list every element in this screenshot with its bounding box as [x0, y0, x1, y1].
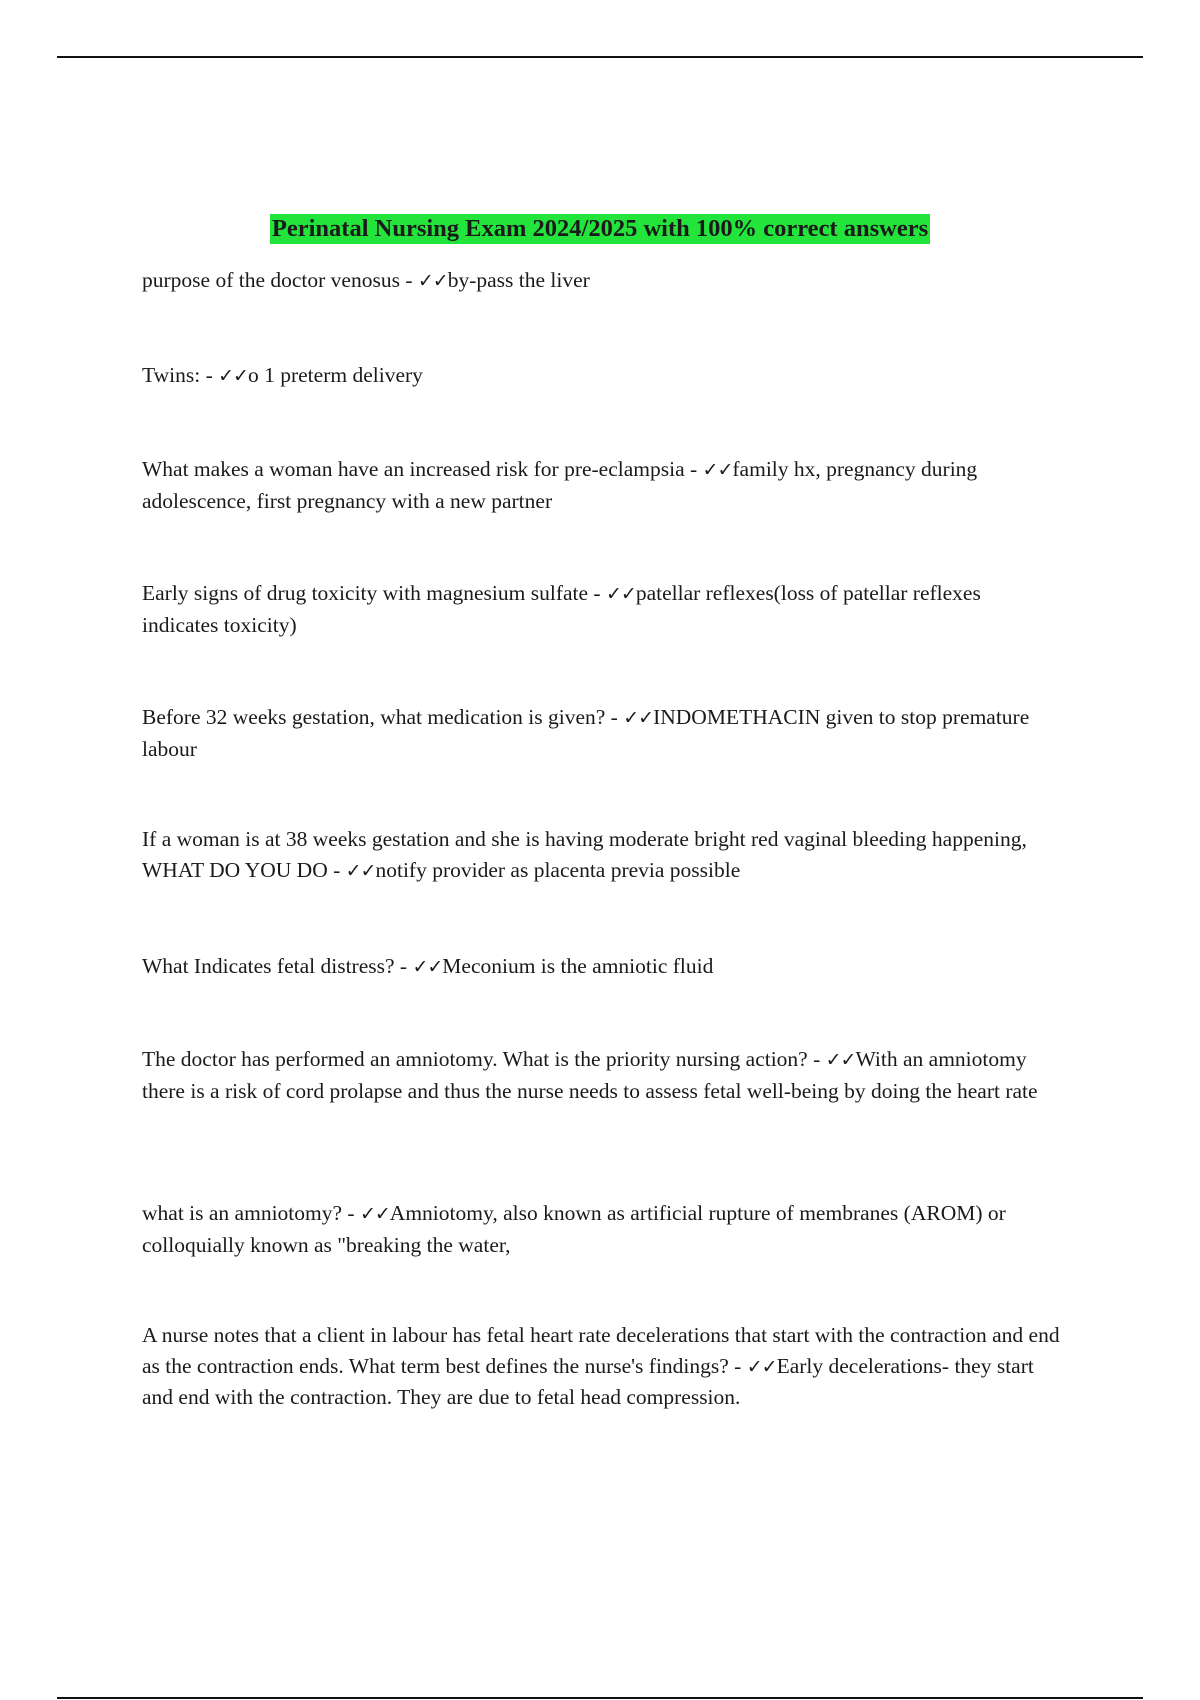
question-text: Twins: -: [142, 363, 219, 387]
qa-item: [142, 454, 1062, 516]
double-check-icon: ✓✓: [746, 1355, 777, 1378]
double-check-icon: ✓✓: [702, 459, 733, 481]
double-check-icon: ✓✓: [218, 365, 248, 387]
qa-item: [142, 1044, 1062, 1106]
top-rule: [57, 56, 1143, 58]
answer-text: o 1 preterm delivery: [247, 363, 423, 387]
question-text: What Indicates fetal distress? -: [142, 954, 413, 978]
answer-text: by-pass the liver: [447, 268, 590, 292]
double-check-icon: ✓✓: [359, 1203, 390, 1225]
double-check-icon: ✓✓: [412, 956, 443, 978]
double-check-icon: ✓✓: [825, 1049, 856, 1071]
question-text: What makes a woman have an increased risk for pre-eclampsia -: [142, 457, 703, 481]
answer-text: patellar reflexes(loss of patellar reflexes indicates toxicity): [142, 581, 981, 637]
answer-text: Amniotomy, also known as artificial rupture of membranes (AROM) or colloquially known as "breaking the water,: [142, 1201, 1006, 1257]
title-container: [0, 214, 1200, 244]
question-text: If a woman is at 38 weeks gestation and she is having moderate bright red vaginal bleeding happening, WHAT DO YOU DO -: [142, 827, 1027, 882]
qa-item: [142, 1320, 1062, 1413]
qa-item: [142, 824, 1062, 886]
answer-text: family hx, pregnancy during adolescence, first pregnancy with a new partner: [142, 457, 978, 513]
qa-item: [142, 578, 1062, 640]
answer-text: notify provider as placenta previa possible: [375, 857, 741, 882]
question-text: purpose of the doctor venosus -: [142, 268, 418, 292]
question-text: Early signs of drug toxicity with magnesium sulfate -: [142, 581, 606, 605]
answer-text: Early decelerations- they start and end with the contraction. They are due to fetal head compression.: [142, 1353, 1034, 1409]
answer-text: With an amniotomy there is a risk of cord prolapse and thus the nurse needs to assess fetal well-being by doing the heart rate: [142, 1047, 1038, 1103]
double-check-icon: ✓✓: [623, 707, 654, 729]
qa-item: [142, 1198, 1062, 1260]
double-check-icon: ✓✓: [417, 270, 448, 292]
qa-item: [142, 951, 1062, 983]
answer-text: Meconium is the amniotic fluid: [442, 954, 714, 978]
double-check-icon: ✓✓: [605, 583, 636, 605]
double-check-icon: ✓✓: [345, 859, 376, 882]
bottom-rule: [57, 1697, 1143, 1699]
document-title: Perinatal Nursing Exam 2024/2025 with 100% correct answers: [271, 215, 929, 242]
answer-text: INDOMETHACIN given to stop premature labour: [142, 705, 1030, 761]
question-text: what is an amniotomy? -: [142, 1201, 360, 1225]
question-text: The doctor has performed an amniotomy. What is the priority nursing action? -: [142, 1047, 826, 1071]
question-text: Before 32 weeks gestation, what medication is given? -: [142, 705, 624, 729]
qa-item: [142, 702, 1062, 764]
qa-item: [142, 265, 1062, 297]
qa-item: [142, 360, 1062, 392]
question-text: A nurse notes that a client in labour has fetal heart rate decelerations that start with the contraction and end as the contraction ends. What term best defines the nurse's findings? -: [142, 1323, 1060, 1378]
